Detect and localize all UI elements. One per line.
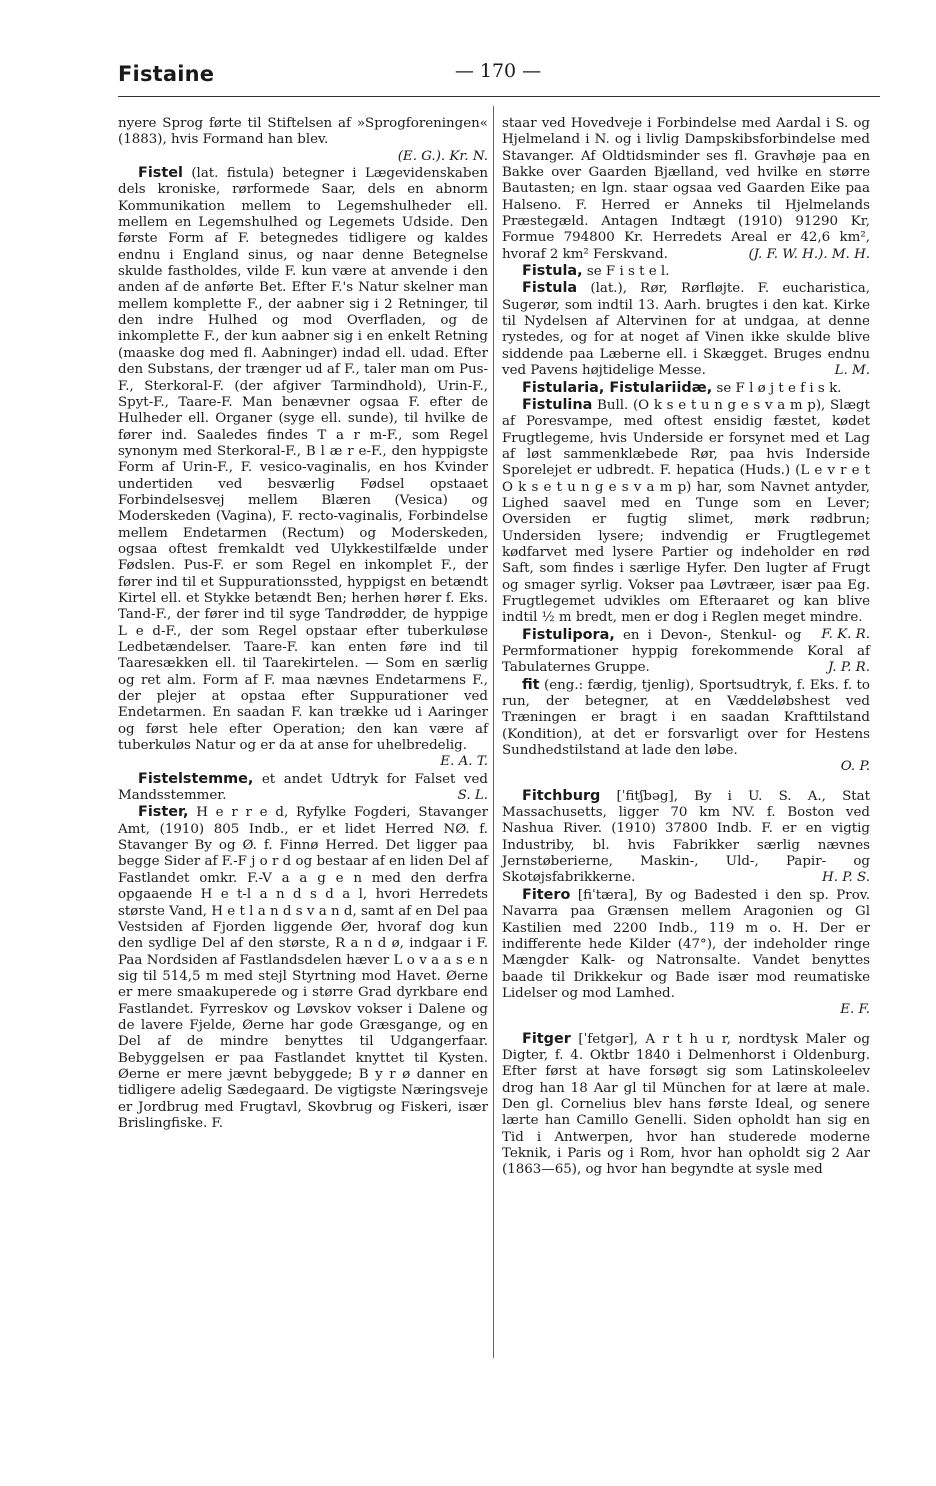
entry-fister [118, 804, 488, 1132]
entry-text: H e r r e d, Ryfylke Fogderi, Stavanger Amt, (1910) 805 Indb., er et lidet Herred NØ. f. Stavanger By og Ø. f. Finnø Herred. Det ligger paa begge Sider af F.-F j o r d og bestaar af en liden Del af Fastlandet omkr. F.-V a a g e n med den derfra opgaaende H e t-l a n d s d a l, hvori Herredets største Vand, H e t l a n d s v a n d, samt af en Del paa Vestsiden af Fjorden liggende Øer, hvoraf dog kun den sydlige Del af den største, R a n d ø, indgaar i F. Paa Nordsiden af Fastlandsdelen hæver L o v a a s e n sig til 514,5 m med stejl Styrtning mod Havet. Øerne er mere smaakuperede og i større Grad dyrkbare end Fastlandet. Fyrreskov og Løvskov vokser i Dalene og de lavere Fjelde, Øerne har gode Græsgange, og en Del af de mindre benyttes til Udgangerfaar. Bebyggelsen er paa Fastlandet knyttet til Kysten. Øerne er mere jævnt bebyggede; B y r ø danner en tidligere adelig Sædegaard. De vigtigste Næringsveje er Jordbrug med Frugtavl, Skovbrug og Fiskeri, især Brislingfiske. F. [118, 805, 488, 1131]
left-column [118, 116, 488, 1132]
headword: fit [522, 676, 540, 693]
entry-text: en i Devon-, Stenkul- og Permformationer hyppig forekommende Koral af Tabulaternes Gruppe. [502, 627, 870, 676]
entry-body [502, 1031, 870, 1179]
entry-text: et andet Udtryk for Falset ved Mandsstemmer. [118, 771, 488, 804]
headword: Fistularia, Fistulariidæ, [522, 379, 713, 396]
headword: Fister, [138, 804, 189, 821]
entry-text: Bull. (O k s e t u n g e s v a m p), Slægt af Poresvampe, med oftest ensidig fæstet, kødet Frugtlegeme, hvis Underside er forsynet med et Lag af løst sammenklæbede Rør, paa hvis Inderside Sporelejet er udbredt. F. hepatica (Huds.) (L e v r e t O k s e t u n g e s v a m p) har, som Navnet antyder, Lighed saavel med en Tunge som en Lever; Oversiden er fugtig slimet, mørk rødbrun; Undersiden lysere; indvendig er Frugtlegemet kødfarvet med lysere Partier og indeholder en rød Saft, som findes i særlige Hyfer. Den lugter af Frugt og smager syrlig. Vokser paa Løvtræer, især paa Eg. Frugtlegemet udvikles om Efteraaret og kan blive indtil ½ m bredt, men er dog i Reglen meget mindre. [502, 397, 870, 626]
entry-body [118, 165, 488, 754]
column-divider [493, 106, 494, 1358]
entry-text: [ˈfetgər], A r t h u r, nordtysk Maler og Digter, f. 4. Oktbr 1840 i Delmenhorst i Oldenburg. Efter først at have forsøgt sig som Latinskoleelev drog han 18 Aar gl til München for at lære at male. Den gl. Cornelius blev hans første Ideal, og senere lærte han Camillo Genelli. Siden opholdt han sig en Tid i Antwerpen, hvor han studerede moderne Teknik, i Paris og i Rom, hvor han opholdt sig 2 Aar (1863—65), og hvor han begyndte at sysle med [502, 1031, 870, 1178]
entry-signature: S. L. [457, 788, 488, 804]
entry-body [502, 280, 870, 379]
entry-text: nyere Sprog førte til Stiftelsen af »Sprogforeningen« (1883), hvis Formand han blev. [118, 116, 488, 148]
entry-body [118, 771, 488, 805]
headword: Fitero [522, 886, 571, 903]
entry-body [118, 804, 488, 1132]
entry-body [502, 677, 870, 760]
entry-text: (lat.), Rør, Rørfløjte. F. eucharistica, Sugerør, som indtil 13. Aarh. brugtes i den kat. Kirke til Nydelsen af Altervinen for at undgaa, at denne rystedes, og for at noget af Vinen ikke skulde blive siddende paa Læberne ell. i Skægget. Bruges endnu ved Pavens højtidelige Messe. [502, 281, 870, 379]
entry-continuation [502, 116, 870, 263]
entry-fistula-ref [502, 263, 870, 280]
entry-fistularia [502, 380, 870, 397]
running-head: Fistaine [118, 62, 215, 86]
page-number: — 170 — [454, 60, 542, 82]
entry-fistula [502, 280, 870, 379]
entry-fit [502, 677, 870, 776]
entry-signature: L. M. [834, 363, 870, 379]
headword: Fistula [522, 280, 578, 297]
headword: Fistulina [522, 396, 593, 413]
entry-signature: E. A. T. [440, 754, 488, 770]
entry-signature: (E. G.). Kr. N. [397, 148, 488, 164]
entry-body [502, 887, 870, 1002]
entry-body [502, 380, 870, 397]
entry-gap [502, 776, 870, 788]
entry-fitger [502, 1031, 870, 1179]
entry-body [502, 116, 870, 263]
entry-text: (eng.: færdig, tjenlig), Sportsudtryk, f. Eks. f. to run, der betegner, at en Væddeløbshest ved Træningen er bragt i en saadan Krafttilstand (Kondition), at det er forsvarligt over for Hestens Sundhedstilstand at lade den løbe. [502, 677, 870, 759]
entry-signature: O. P. [840, 759, 870, 775]
headword: Fitchburg [522, 787, 601, 804]
right-column [502, 116, 870, 1179]
entry-fistel [118, 165, 488, 771]
entry-fitero [502, 887, 870, 1019]
entry-signature: J. P. R. [828, 660, 870, 676]
entry-signature: E. F. [840, 1002, 870, 1018]
headword: Fistulipora, [522, 626, 615, 643]
headword: Fistula, [522, 263, 583, 280]
entry-text: [fiˈtæra], By og Badested i den sp. Prov. Navarra paa Grænsen mellem Aragonien og Gl Kastilien med 2200 Indb., 119 m o. H. Der er indifferente hede Kilder (47°), der indeholder ringe Mængder Kalk- og Natronsalte. Vandet benyttes baade til Drikkekur og Bade især mod reumatiske Lidelser og mod Lamhed. [502, 887, 870, 1001]
entry-body [502, 788, 870, 887]
entry-text: [ˈfitʃbəg], By i U. S. A., Stat Massachusetts, ligger 70 km NV. f. Boston ved Nashua River. (1910) 37800 Indb. F. er en vigtig Industriby, bl. hvis Fabrikker særlig nævnes Jernstøberierne, Maskin-, Uld-, Papir- og Skotøjsfabrikkerne. [502, 788, 870, 886]
entry-body [502, 263, 870, 280]
entry-gap [502, 1019, 870, 1031]
entry-fistelstemme [118, 771, 488, 805]
entry-signature: (J. F. W. H.). M. H. [748, 246, 870, 262]
headword: Fitger [522, 1030, 571, 1047]
entry-text: staar ved Hovedveje i Forbindelse med Aardal i S. og Hjelmeland i N. og i livlig Dampskibsforbindelse med Stavanger. Af Oldtidsminder ses fl. Gravhøje paa en Bakke over Gaarden Bjælland, ved hvilke en større Bautasten; en lgn. staar ogsaa ved Gaarden Eike paa Halseno. F. Herred er Anneks til Hjelmelands Præstegæld. Antagen Indtægt (1910) 91290 Kr, Formue 794800 Kr. Herredets Areal er 42,6 km², hvoraf 2 km² Ferskvand. [502, 116, 870, 262]
entry-text: se F l ø j t e f i s k. [716, 380, 842, 396]
entry-signature: H. P. S. [822, 870, 870, 886]
entry-text: se F i s t e l. [586, 264, 670, 280]
entry-continuation [118, 116, 488, 165]
header-rule [118, 96, 880, 97]
entry-signature: F. K. R. [821, 626, 870, 642]
entry-text: (lat. fistula) betegner i Lægevidenskaben dels kroniske, rørformede Saar, dels en abnorm Kommunikation mellem to Legemshulheder ell. mellem en Legemshulhed og Legemets Udside. Den første Form af F. betegnedes tidligere og kaldes endnu i England sinus, og naar denne Betegnelse skulde fastholdes, vilde F. kun være at anvende i den anden af de anførte Bet. Efter F.'s Natur skelner man mellem komplette F., der aabner sig i 2 Retninger, til den indre Hulhed og mod Overfladen, og de inkomplette F., der kun aabner sig i en enkelt Retning (maaske dog med fl. Aabninger) indad ell. udad. Efter den Substans, der trænger ud af F., taler man om Pus-F., Sterkoral-F. (der afgiver Tarmindhold), Urin-F., Spyt-F., Taare-F. Man benævner ogsaa F. efter de Hulheder ell. Organer (syge ell. sunde), til hvilke de fører ind. Saaledes findes T a r m-F., som Regel synonym med Sterkoral-F., B l æ r e-F., den hyppigste Form af Urin-F., F. vesico-vaginalis, en hos Kvinder undertiden ved besværlig Fødsel opstaaet Forbindelsesvej mellem Blæren (Vesica) og Moderskeden (Vagina), F. recto-vaginalis, Forbindelse mellem Endetarmen (Rectum) og Moderskeden, ogsaa oftest fremkaldt ved Ulykkestilfælde under Fødslen. Pus-F. er som Regel en inkomplet F., der fører ind til et Suppurationssted, hyppigst en betændt Kirtel ell. et Stykke betændt Ben; herhen hører f. Eks. Tand-F., der fører ind til syge Tandrødder, de hyppige L e d-F., der som Regel opstaar efter tuberkuløse Ledbetændelser. Taare-F. kan enten føre ind til Taaresækken ell. til Taarekirtelen. — Som en særlig og ret alm. Form af F. maa nævnes Endetarmens F., der plejer at opstaa efter Suppurationer ved Endetarmen. En saadan F. kan trække ud i Aaringer og først hele efter Operation; den kan være af tuberkuløs Natur og er da at anse for uhelbredelig. [118, 166, 488, 754]
entry-fitchburg [502, 788, 870, 887]
headword: Fistel [138, 165, 183, 182]
page-header [118, 58, 878, 94]
headword: Fistelstemme, [138, 770, 254, 787]
